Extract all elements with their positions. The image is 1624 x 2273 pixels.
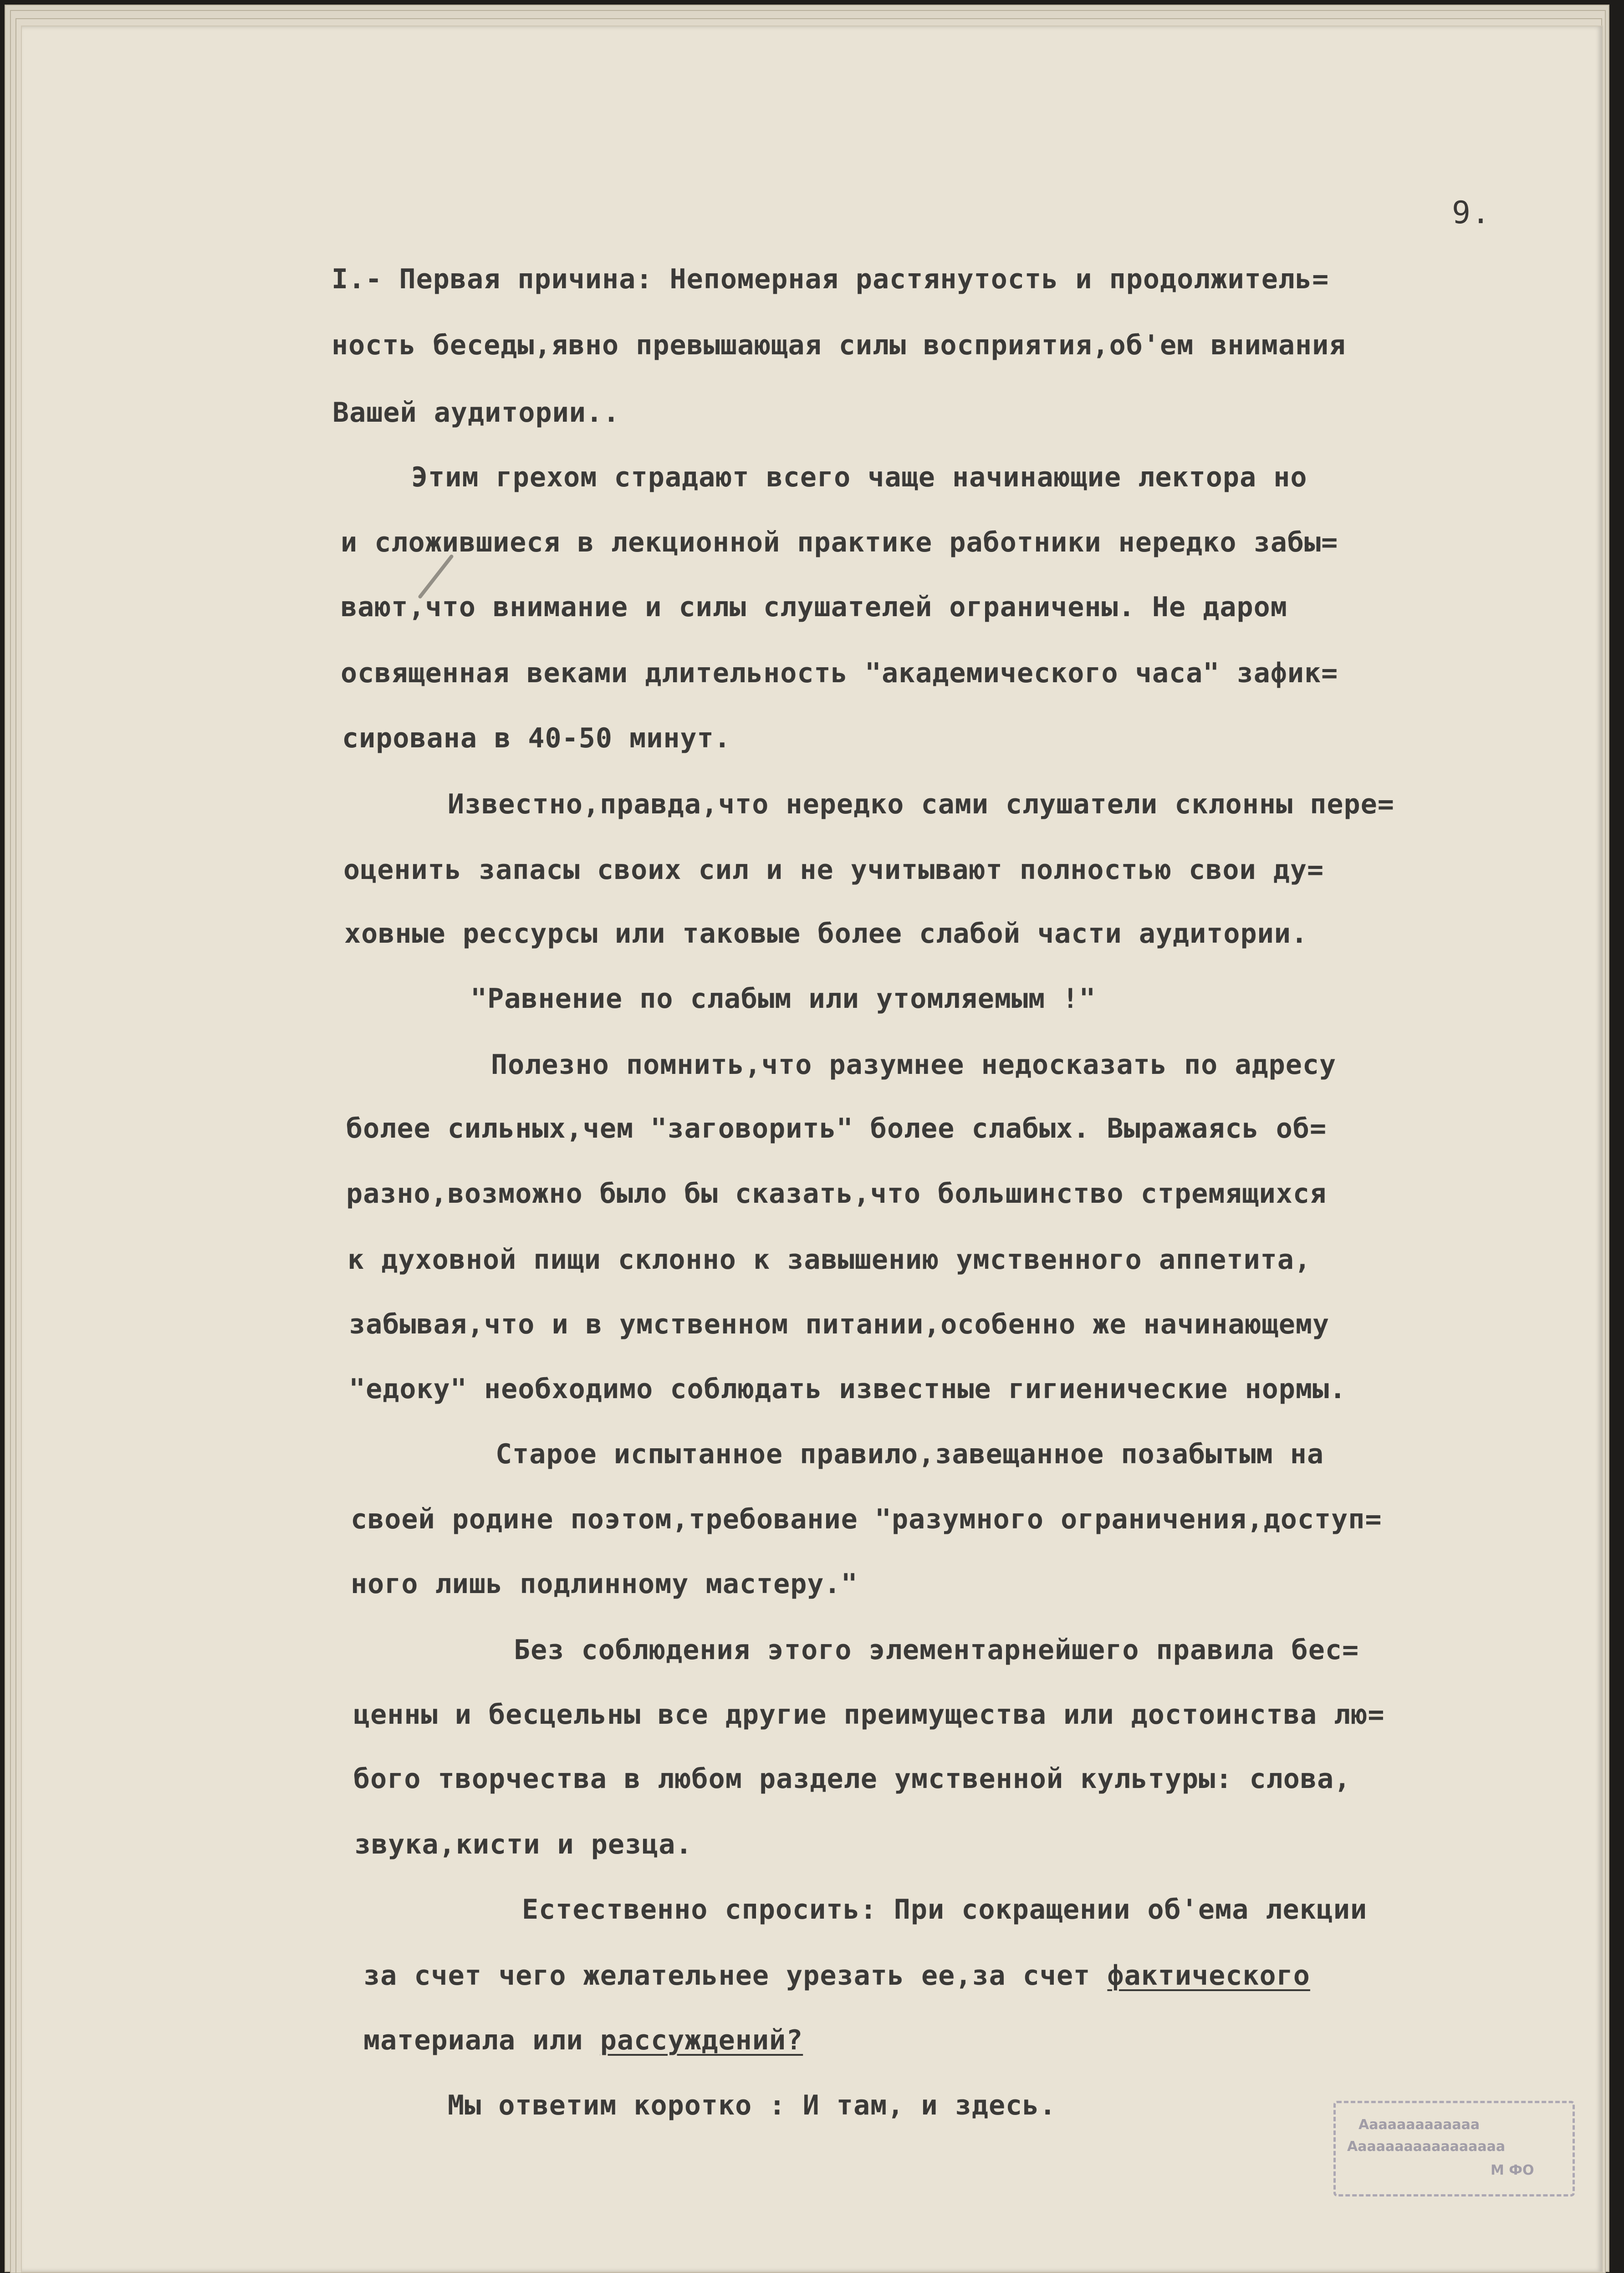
archive-stamp (1333, 2101, 1575, 2196)
page-number: 9. (1452, 195, 1491, 231)
text-line: оценить запасы своих сил и не учитывают полностью свои ду= (343, 854, 1324, 886)
text-line: Естественно спросить: При сокращении об'ема лекции (522, 1894, 1368, 1926)
text-line: ность беседы,явно превышающая силы восприятия,об'ем внимания (332, 329, 1346, 361)
text-line: разно,возможно было бы сказать,что большинство стремящихся (346, 1178, 1327, 1210)
text-line: своей родине поэтом,требование "разумного ограничения,доступ= (351, 1503, 1382, 1535)
text-line: и сложившиеся в лекционной практике работники нередко забы= (341, 526, 1338, 558)
text-line: к духовной пищи склонно к завышению умственного аппетита, (347, 1244, 1312, 1276)
text-line: Старое испытанное правило,завещанное позабытым на (495, 1438, 1324, 1470)
text-line: забывая,что и в умственном питании,особенно же начинающему (349, 1308, 1330, 1340)
stamp-text: Ааааааааааааааааа (1347, 2139, 1506, 2155)
text-segment: за счет чего желательнее урезать ее,за счет (363, 1960, 1108, 1992)
typewritten-page (22, 26, 1602, 2272)
text-line: сирована в 40-50 минут. (342, 722, 731, 754)
text-line: Вашей аудитории.. (332, 397, 620, 429)
text-line (363, 1960, 1310, 1992)
stamp-text: М ФО (1491, 2162, 1534, 2178)
text-line: ховные рессурсы или таковые более слабой части аудитории. (344, 918, 1308, 950)
text-line: Без соблюдения этого элементарнейшего правила бес= (514, 1634, 1359, 1666)
stamp-text: Ааааааааааааа (1358, 2117, 1480, 2133)
text-line: Полезно помнить,что разумнее недосказать по адресу (491, 1049, 1337, 1081)
text-line: бого творчества в любом разделе умственной культуры: слова, (353, 1763, 1351, 1795)
text-line: звука,кисти и резца. (354, 1829, 693, 1860)
text-line: освященная веками длительность "академического часа" зафик= (341, 657, 1338, 689)
underlined-word: фактического (1107, 1960, 1310, 1992)
text-line: "едоку" необходимо соблюдать известные гигиенические нормы. (349, 1373, 1347, 1405)
text-line: "Равнение по слабым или утомляемым !" (470, 983, 1096, 1015)
text-line: Известно,правда,что нередко сами слушатели склонны пере= (448, 788, 1394, 820)
text-line: I.- Первая причина: Непомерная растянутость и продолжитель= (332, 263, 1329, 295)
text-line: более сильных,чем "заговорить" более слабых. Выражаясь об= (346, 1113, 1327, 1144)
text-line: ценны и бесцельны все другие преимущества или достоинства лю= (353, 1699, 1385, 1731)
text-line (363, 2024, 803, 2056)
text-line: вают,что внимание и силы слушателей ограничены. Не даром (341, 591, 1287, 623)
underlined-word: рассуждений? (600, 2024, 803, 2056)
text-segment: материала или (363, 2024, 600, 2056)
text-line: Мы ответим коротко : И там, и здесь. (448, 2089, 1057, 2121)
text-line: ного лишь подлинному мастеру." (351, 1568, 858, 1600)
text-line: Этим грехом страдают всего чаще начинающие лектора но (411, 461, 1307, 493)
